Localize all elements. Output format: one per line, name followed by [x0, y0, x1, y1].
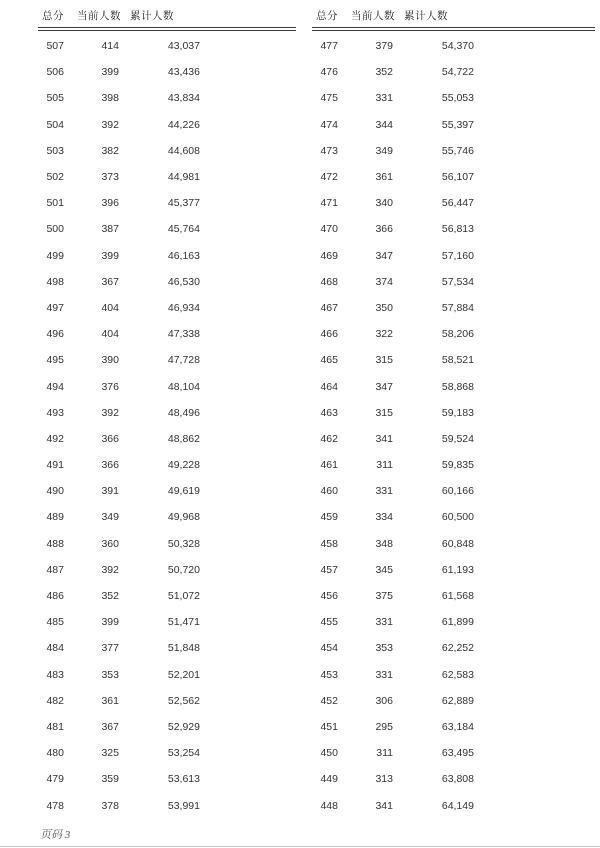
cell-score: 450 [320, 747, 338, 760]
cell-score: 463 [320, 406, 338, 419]
cell-score: 458 [320, 537, 338, 550]
cell-cumulative-count: 59,524 [441, 432, 474, 445]
cell-score: 498 [46, 275, 64, 288]
score-table-right [312, 8, 595, 819]
cell-cumulative-count: 51,471 [167, 616, 200, 629]
table-row [38, 531, 296, 557]
cell-score: 462 [320, 432, 338, 445]
cell-score: 456 [320, 590, 338, 603]
cell-score: 454 [320, 642, 338, 655]
cell-current-count: 311 [376, 747, 393, 760]
cell-cumulative-count: 59,835 [441, 459, 474, 472]
cell-current-count: 375 [375, 590, 393, 603]
cell-current-count: 404 [101, 301, 119, 314]
table-row [312, 373, 595, 399]
table-row [312, 740, 595, 766]
cell-cumulative-count: 61,899 [441, 616, 474, 629]
cell-current-count: 391 [101, 485, 119, 498]
table-row [38, 635, 296, 661]
cell-score: 496 [46, 328, 64, 341]
cell-score: 469 [320, 249, 338, 262]
cell-cumulative-count: 57,160 [441, 249, 474, 262]
cell-cumulative-count: 62,583 [441, 668, 474, 681]
cell-current-count: 306 [375, 694, 393, 707]
cell-current-count: 367 [101, 720, 119, 733]
cell-score: 477 [320, 40, 338, 53]
cell-current-count: 387 [101, 223, 119, 236]
cell-score: 474 [320, 118, 338, 131]
table-row [38, 740, 296, 766]
cell-score: 495 [46, 354, 64, 367]
table-row [312, 766, 595, 792]
column-header-score: 总分 [42, 10, 64, 22]
cell-current-count: 349 [375, 144, 393, 157]
table-row [312, 243, 595, 269]
cell-score: 471 [320, 197, 338, 210]
cell-score: 486 [46, 590, 64, 603]
cell-current-count: 311 [376, 459, 393, 472]
cell-current-count: 359 [101, 773, 119, 786]
table-row [38, 164, 296, 190]
cell-cumulative-count: 63,808 [441, 773, 474, 786]
cell-score: 452 [320, 694, 338, 707]
table-row [312, 321, 595, 347]
cell-cumulative-count: 48,496 [167, 406, 200, 419]
cell-current-count: 344 [375, 118, 393, 131]
cell-cumulative-count: 53,991 [167, 799, 200, 812]
table-row [38, 792, 296, 818]
cell-score: 460 [320, 485, 338, 498]
cell-score: 468 [320, 275, 338, 288]
cell-current-count: 340 [375, 197, 393, 210]
header-double-rule [38, 27, 296, 31]
cell-current-count: 361 [101, 694, 119, 707]
cell-score: 451 [320, 720, 338, 733]
cell-cumulative-count: 57,534 [441, 275, 474, 288]
table-row [312, 662, 595, 688]
table-row [312, 59, 595, 85]
table-row [38, 373, 296, 399]
cell-current-count: 353 [375, 642, 393, 655]
table-row [312, 269, 595, 295]
cell-score: 493 [46, 406, 64, 419]
cell-current-count: 399 [101, 616, 119, 629]
cell-current-count: 379 [375, 40, 393, 53]
column-header-cumulative-count: 累计人数 [404, 10, 448, 22]
table-row [38, 190, 296, 216]
table-row [38, 243, 296, 269]
table-row [38, 609, 296, 635]
cell-current-count: 331 [375, 668, 393, 681]
table-row [312, 426, 595, 452]
cell-current-count: 414 [101, 40, 119, 53]
table-row [38, 85, 296, 111]
cell-cumulative-count: 64,149 [441, 799, 474, 812]
cell-current-count: 361 [375, 171, 393, 184]
cell-cumulative-count: 52,929 [167, 720, 200, 733]
column-header-cumulative-count: 累计人数 [130, 10, 174, 22]
cell-score: 482 [46, 694, 64, 707]
cell-current-count: 398 [101, 92, 119, 105]
table-row [38, 295, 296, 321]
cell-cumulative-count: 50,328 [167, 537, 200, 550]
cell-score: 497 [46, 301, 64, 314]
table-row [312, 85, 595, 111]
cell-score: 503 [46, 144, 64, 157]
cell-score: 502 [46, 171, 64, 184]
table-row [312, 190, 595, 216]
cell-cumulative-count: 52,562 [167, 694, 200, 707]
table-row [38, 321, 296, 347]
table-row [38, 426, 296, 452]
cell-cumulative-count: 51,072 [167, 590, 200, 603]
table-row [312, 504, 595, 530]
cell-cumulative-count: 49,968 [167, 511, 200, 524]
cell-cumulative-count: 48,104 [167, 380, 200, 393]
cell-cumulative-count: 54,370 [441, 40, 474, 53]
cell-cumulative-count: 55,397 [441, 118, 474, 131]
cell-score: 488 [46, 537, 64, 550]
cell-current-count: 345 [375, 563, 393, 576]
table-row [38, 33, 296, 59]
cell-score: 473 [320, 144, 338, 157]
table-row [312, 164, 595, 190]
column-header-current-count: 当前人数 [77, 10, 121, 22]
cell-current-count: 404 [101, 328, 119, 341]
table-row [38, 714, 296, 740]
table-row [312, 452, 595, 478]
cell-current-count: 325 [101, 747, 119, 760]
cell-cumulative-count: 46,934 [167, 301, 200, 314]
cell-cumulative-count: 49,619 [167, 485, 200, 498]
cell-cumulative-count: 58,521 [441, 354, 474, 367]
cell-cumulative-count: 61,568 [441, 590, 474, 603]
cell-current-count: 374 [375, 275, 393, 288]
table-row [312, 347, 595, 373]
table-row [312, 635, 595, 661]
cell-score: 489 [46, 511, 64, 524]
cell-score: 487 [46, 563, 64, 576]
table-row [38, 452, 296, 478]
cell-score: 490 [46, 485, 64, 498]
table-row [312, 478, 595, 504]
table-row [38, 583, 296, 609]
cell-cumulative-count: 44,226 [167, 118, 200, 131]
cell-cumulative-count: 44,608 [167, 144, 200, 157]
cell-cumulative-count: 49,228 [167, 459, 200, 472]
cell-cumulative-count: 56,107 [441, 171, 474, 184]
table-row [38, 662, 296, 688]
cell-current-count: 352 [101, 590, 119, 603]
cell-current-count: 366 [101, 459, 119, 472]
cell-cumulative-count: 63,495 [441, 747, 474, 760]
cell-cumulative-count: 53,254 [167, 747, 200, 760]
page-number-label: 页码 3 [40, 829, 71, 841]
cell-current-count: 295 [375, 720, 393, 733]
cell-current-count: 392 [101, 406, 119, 419]
cell-current-count: 399 [101, 249, 119, 262]
table-row [312, 138, 595, 164]
table-row [312, 688, 595, 714]
cell-current-count: 353 [101, 668, 119, 681]
cell-current-count: 341 [375, 432, 393, 445]
cell-current-count: 350 [375, 301, 393, 314]
table-row [38, 112, 296, 138]
cell-current-count: 366 [375, 223, 393, 236]
cell-score: 504 [46, 118, 64, 131]
cell-current-count: 352 [375, 66, 393, 79]
cell-cumulative-count: 56,447 [441, 197, 474, 210]
table-row [38, 138, 296, 164]
cell-current-count: 322 [375, 328, 393, 341]
cell-score: 465 [320, 354, 338, 367]
cell-current-count: 341 [375, 799, 393, 812]
cell-current-count: 331 [375, 92, 393, 105]
cell-current-count: 360 [101, 537, 119, 550]
cell-score: 448 [320, 799, 338, 812]
cell-cumulative-count: 45,377 [167, 197, 200, 210]
cell-score: 499 [46, 249, 64, 262]
cell-score: 464 [320, 380, 338, 393]
table-row [312, 400, 595, 426]
cell-score: 472 [320, 171, 338, 184]
cell-cumulative-count: 54,722 [441, 66, 474, 79]
table-row [38, 59, 296, 85]
bottom-divider [0, 846, 600, 847]
cell-current-count: 347 [375, 380, 393, 393]
cell-cumulative-count: 60,848 [441, 537, 474, 550]
table-row [312, 557, 595, 583]
cell-current-count: 376 [101, 380, 119, 393]
cell-score: 506 [46, 66, 64, 79]
cell-current-count: 331 [375, 616, 393, 629]
table-row [38, 269, 296, 295]
cell-cumulative-count: 43,037 [167, 40, 200, 53]
cell-current-count: 396 [101, 197, 119, 210]
table-header-row [38, 8, 296, 21]
table-row [312, 714, 595, 740]
table-row [38, 766, 296, 792]
cell-current-count: 382 [101, 144, 119, 157]
table-row [38, 347, 296, 373]
table-row [38, 504, 296, 530]
cell-score: 483 [46, 668, 64, 681]
cell-cumulative-count: 57,884 [441, 301, 474, 314]
cell-cumulative-count: 45,764 [167, 223, 200, 236]
table-row [312, 33, 595, 59]
cell-score: 466 [320, 328, 338, 341]
cell-score: 485 [46, 616, 64, 629]
cell-cumulative-count: 59,183 [441, 406, 474, 419]
cell-score: 507 [46, 40, 64, 53]
table-row [38, 557, 296, 583]
table-row [38, 216, 296, 242]
cell-cumulative-count: 56,813 [441, 223, 474, 236]
cell-current-count: 315 [375, 406, 393, 419]
cell-cumulative-count: 46,163 [167, 249, 200, 262]
cell-cumulative-count: 63,184 [441, 720, 474, 733]
table-row [312, 295, 595, 321]
cell-cumulative-count: 47,728 [167, 354, 200, 367]
table-row [312, 792, 595, 818]
cell-cumulative-count: 58,868 [441, 380, 474, 393]
cell-score: 501 [46, 197, 64, 210]
cell-cumulative-count: 48,862 [167, 432, 200, 445]
cell-cumulative-count: 62,252 [441, 642, 474, 655]
cell-cumulative-count: 46,530 [167, 275, 200, 288]
cell-score: 475 [320, 92, 338, 105]
cell-score: 505 [46, 92, 64, 105]
cell-score: 492 [46, 432, 64, 445]
cell-current-count: 392 [101, 118, 119, 131]
table-row [38, 400, 296, 426]
cell-score: 470 [320, 223, 338, 236]
header-double-rule [312, 27, 595, 31]
cell-cumulative-count: 62,889 [441, 694, 474, 707]
cell-current-count: 331 [375, 485, 393, 498]
cell-cumulative-count: 60,500 [441, 511, 474, 524]
cell-cumulative-count: 60,166 [441, 485, 474, 498]
cell-current-count: 390 [101, 354, 119, 367]
cell-score: 480 [46, 747, 64, 760]
cell-score: 500 [46, 223, 64, 236]
table-row [312, 216, 595, 242]
cell-score: 449 [320, 773, 338, 786]
cell-current-count: 349 [101, 511, 119, 524]
cell-cumulative-count: 58,206 [441, 328, 474, 341]
cell-current-count: 392 [101, 563, 119, 576]
cell-cumulative-count: 43,834 [167, 92, 200, 105]
cell-cumulative-count: 43,436 [167, 66, 200, 79]
cell-score: 455 [320, 616, 338, 629]
cell-score: 467 [320, 301, 338, 314]
cell-score: 461 [320, 459, 338, 472]
cell-current-count: 399 [101, 66, 119, 79]
score-table-left [38, 8, 296, 819]
table-body [38, 33, 296, 819]
cell-score: 478 [46, 799, 64, 812]
table-row [312, 531, 595, 557]
table-header-row [312, 8, 595, 21]
cell-cumulative-count: 52,201 [167, 668, 200, 681]
cell-current-count: 366 [101, 432, 119, 445]
column-header-current-count: 当前人数 [351, 10, 395, 22]
table-row [312, 112, 595, 138]
cell-cumulative-count: 53,613 [167, 773, 200, 786]
cell-current-count: 313 [375, 773, 393, 786]
cell-current-count: 347 [375, 249, 393, 262]
column-header-score: 总分 [316, 10, 338, 22]
cell-current-count: 378 [101, 799, 119, 812]
cell-cumulative-count: 55,053 [441, 92, 474, 105]
cell-current-count: 367 [101, 275, 119, 288]
cell-score: 459 [320, 511, 338, 524]
cell-score: 457 [320, 563, 338, 576]
table-row [38, 688, 296, 714]
cell-score: 491 [46, 459, 64, 472]
cell-current-count: 348 [375, 537, 393, 550]
cell-current-count: 315 [375, 354, 393, 367]
cell-score: 484 [46, 642, 64, 655]
table-body [312, 33, 595, 819]
cell-score: 453 [320, 668, 338, 681]
cell-score: 494 [46, 380, 64, 393]
table-row [312, 609, 595, 635]
cell-cumulative-count: 44,981 [167, 171, 200, 184]
cell-score: 476 [320, 66, 338, 79]
cell-cumulative-count: 51,848 [167, 642, 200, 655]
table-row [38, 478, 296, 504]
cell-current-count: 334 [375, 511, 393, 524]
table-row [312, 583, 595, 609]
cell-cumulative-count: 55,746 [441, 144, 474, 157]
cell-cumulative-count: 61,193 [441, 563, 474, 576]
cell-cumulative-count: 50,720 [167, 563, 200, 576]
cell-score: 479 [46, 773, 64, 786]
cell-cumulative-count: 47,338 [167, 328, 200, 341]
cell-current-count: 373 [101, 171, 119, 184]
cell-score: 481 [46, 720, 64, 733]
cell-current-count: 377 [101, 642, 119, 655]
